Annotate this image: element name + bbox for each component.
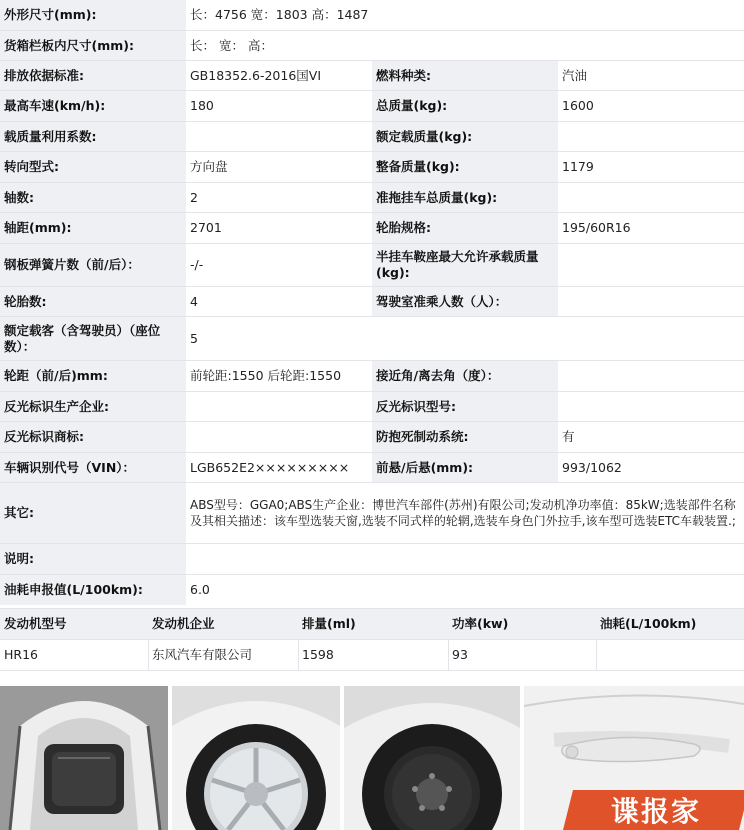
spec-label: 准拖挂车总质量(kg):: [372, 183, 558, 212]
spec-label: 轮胎规格:: [372, 213, 558, 243]
spec-label: 额定载质量(kg):: [372, 122, 558, 151]
spec-label: 轮胎数:: [0, 287, 186, 316]
spec-label: 车辆识别代号（VIN）：: [0, 453, 186, 482]
spec-value: -/-: [186, 244, 372, 286]
engine-cell: 东风汽车有限公司: [148, 640, 298, 670]
spec-value: [558, 287, 744, 316]
engine-cell: HR16: [0, 640, 148, 670]
spec-value: [558, 244, 744, 286]
spec-label: 最高车速(km/h):: [0, 91, 186, 121]
spec-label: 驾驶室准乘人数（人）：: [372, 287, 558, 316]
spec-value: 5: [186, 317, 744, 360]
watermark-text: 谍报家: [610, 795, 701, 828]
spec-label: 半挂车鞍座最大允许承载质量(kg):: [372, 244, 558, 286]
spec-value: ABS型号：GGA0;ABS生产企业：博世汽车部件(苏州)有限公司;发动机净功率值：85kW;选装部件名称及其相关描述：该车型选装天窗,选装不同式样的轮辋,选装车身色门外拉手,该车型可选装ETC车载装置.;: [186, 483, 744, 543]
engine-header: 功率(kw): [448, 609, 596, 639]
spec-value: 长： 宽： 高：: [186, 31, 744, 60]
spec-value: [186, 392, 372, 421]
spec-value: 有: [558, 422, 744, 452]
spec-label: 轮距（前/后)mm:: [0, 361, 186, 391]
spec-label: 钢板弹簧片数（前/后）：: [0, 244, 186, 286]
sunroof-photo[interactable]: [0, 686, 168, 830]
spec-label: 前悬/后悬(mm):: [372, 453, 558, 482]
spec-row-notes: [0, 544, 744, 574]
spec-value: [558, 361, 744, 391]
spec-label: 外形尺寸(mm):: [0, 0, 186, 30]
spec-value: 长：4756 宽：1803 高：1487: [186, 0, 744, 30]
steel-wheel-image: [344, 686, 520, 830]
spec-value: 195/60R16: [558, 213, 744, 243]
engine-header: 发动机型号: [0, 609, 148, 639]
spec-value: LGB652E2×××××××××: [186, 453, 372, 482]
spec-label: 轴距(mm):: [0, 213, 186, 243]
spec-label: 排放依据标准:: [0, 61, 186, 90]
hubcap-wheel-photo[interactable]: [172, 686, 340, 830]
spec-value: 方向盘: [186, 152, 372, 182]
engine-header: 发动机企业: [148, 609, 298, 639]
spec-value: 2701: [186, 213, 372, 243]
spec-value: [558, 183, 744, 212]
spec-row-passengers: [0, 317, 744, 360]
spec-row-axles: [0, 183, 744, 212]
door-handle-photo[interactable]: [524, 686, 744, 830]
watermark-badge: [563, 790, 744, 830]
spec-value: 180: [186, 91, 372, 121]
sunroof-image: [0, 686, 168, 830]
spec-value: [186, 122, 372, 151]
hubcap-wheel-image: [172, 686, 340, 830]
spec-value: [558, 392, 744, 421]
spec-value: 汽油: [558, 61, 744, 90]
spec-row-track: [0, 361, 744, 391]
spec-row-load-factor: [0, 122, 744, 151]
spec-label: 其它:: [0, 483, 186, 543]
spec-value: 2: [186, 183, 372, 212]
spec-label: 反光标识生产企业:: [0, 392, 186, 421]
photo-strip: [0, 686, 744, 830]
spec-value: 4: [186, 287, 372, 316]
spec-value: GB18352.6-2016国VI: [186, 61, 372, 90]
spec-row-speed: [0, 91, 744, 121]
spec-value: [558, 122, 744, 151]
spec-label: 额定载客（含驾驶员）（座位数）：: [0, 317, 186, 360]
spec-label: 轴数:: [0, 183, 186, 212]
spec-value: [186, 422, 372, 452]
spec-row-steering: [0, 152, 744, 182]
spec-label: 转向型式:: [0, 152, 186, 182]
spec-label: 货箱栏板内尺寸(mm):: [0, 31, 186, 60]
engine-header: 排量(ml): [298, 609, 448, 639]
spec-label: 整备质量(kg):: [372, 152, 558, 182]
engine-cell: [596, 640, 744, 670]
spec-row-wheelbase: [0, 213, 744, 243]
spec-label: 接近角/离去角（度）：: [372, 361, 558, 391]
spec-value: 993/1062: [558, 453, 744, 482]
spec-label: 油耗申报值(L/100km):: [0, 575, 186, 605]
spec-value: [186, 544, 744, 574]
spec-row-tires: [0, 287, 744, 316]
spec-row-vin: [0, 453, 744, 482]
spec-row-dimensions: [0, 0, 744, 30]
engine-header: 油耗(L/100km): [596, 609, 744, 639]
spec-row-other: [0, 483, 744, 543]
spec-label: 说明:: [0, 544, 186, 574]
spec-row-reflector-brand: [0, 422, 744, 452]
spec-label: 载质量利用系数:: [0, 122, 186, 151]
spec-label: 总质量(kg):: [372, 91, 558, 121]
spec-row-emission: [0, 61, 744, 90]
spec-row-cargo-box: [0, 31, 744, 60]
engine-cell: 1598: [298, 640, 448, 670]
spec-value: 1179: [558, 152, 744, 182]
spec-label: 燃料种类:: [372, 61, 558, 90]
spec-label: 反光标识型号:: [372, 392, 558, 421]
spec-row-leaf-springs: [0, 244, 744, 286]
spec-value: 1600: [558, 91, 744, 121]
engine-cell: 93: [448, 640, 596, 670]
steel-wheel-photo[interactable]: [344, 686, 520, 830]
spec-row-fuel-consumption: [0, 575, 744, 605]
spec-value: 6.0: [186, 575, 744, 605]
spec-row-reflector-maker: [0, 392, 744, 421]
spec-label: 防抱死制动系统:: [372, 422, 558, 452]
spec-value: 前轮距:1550 后轮距:1550: [186, 361, 372, 391]
spec-label: 反光标识商标:: [0, 422, 186, 452]
